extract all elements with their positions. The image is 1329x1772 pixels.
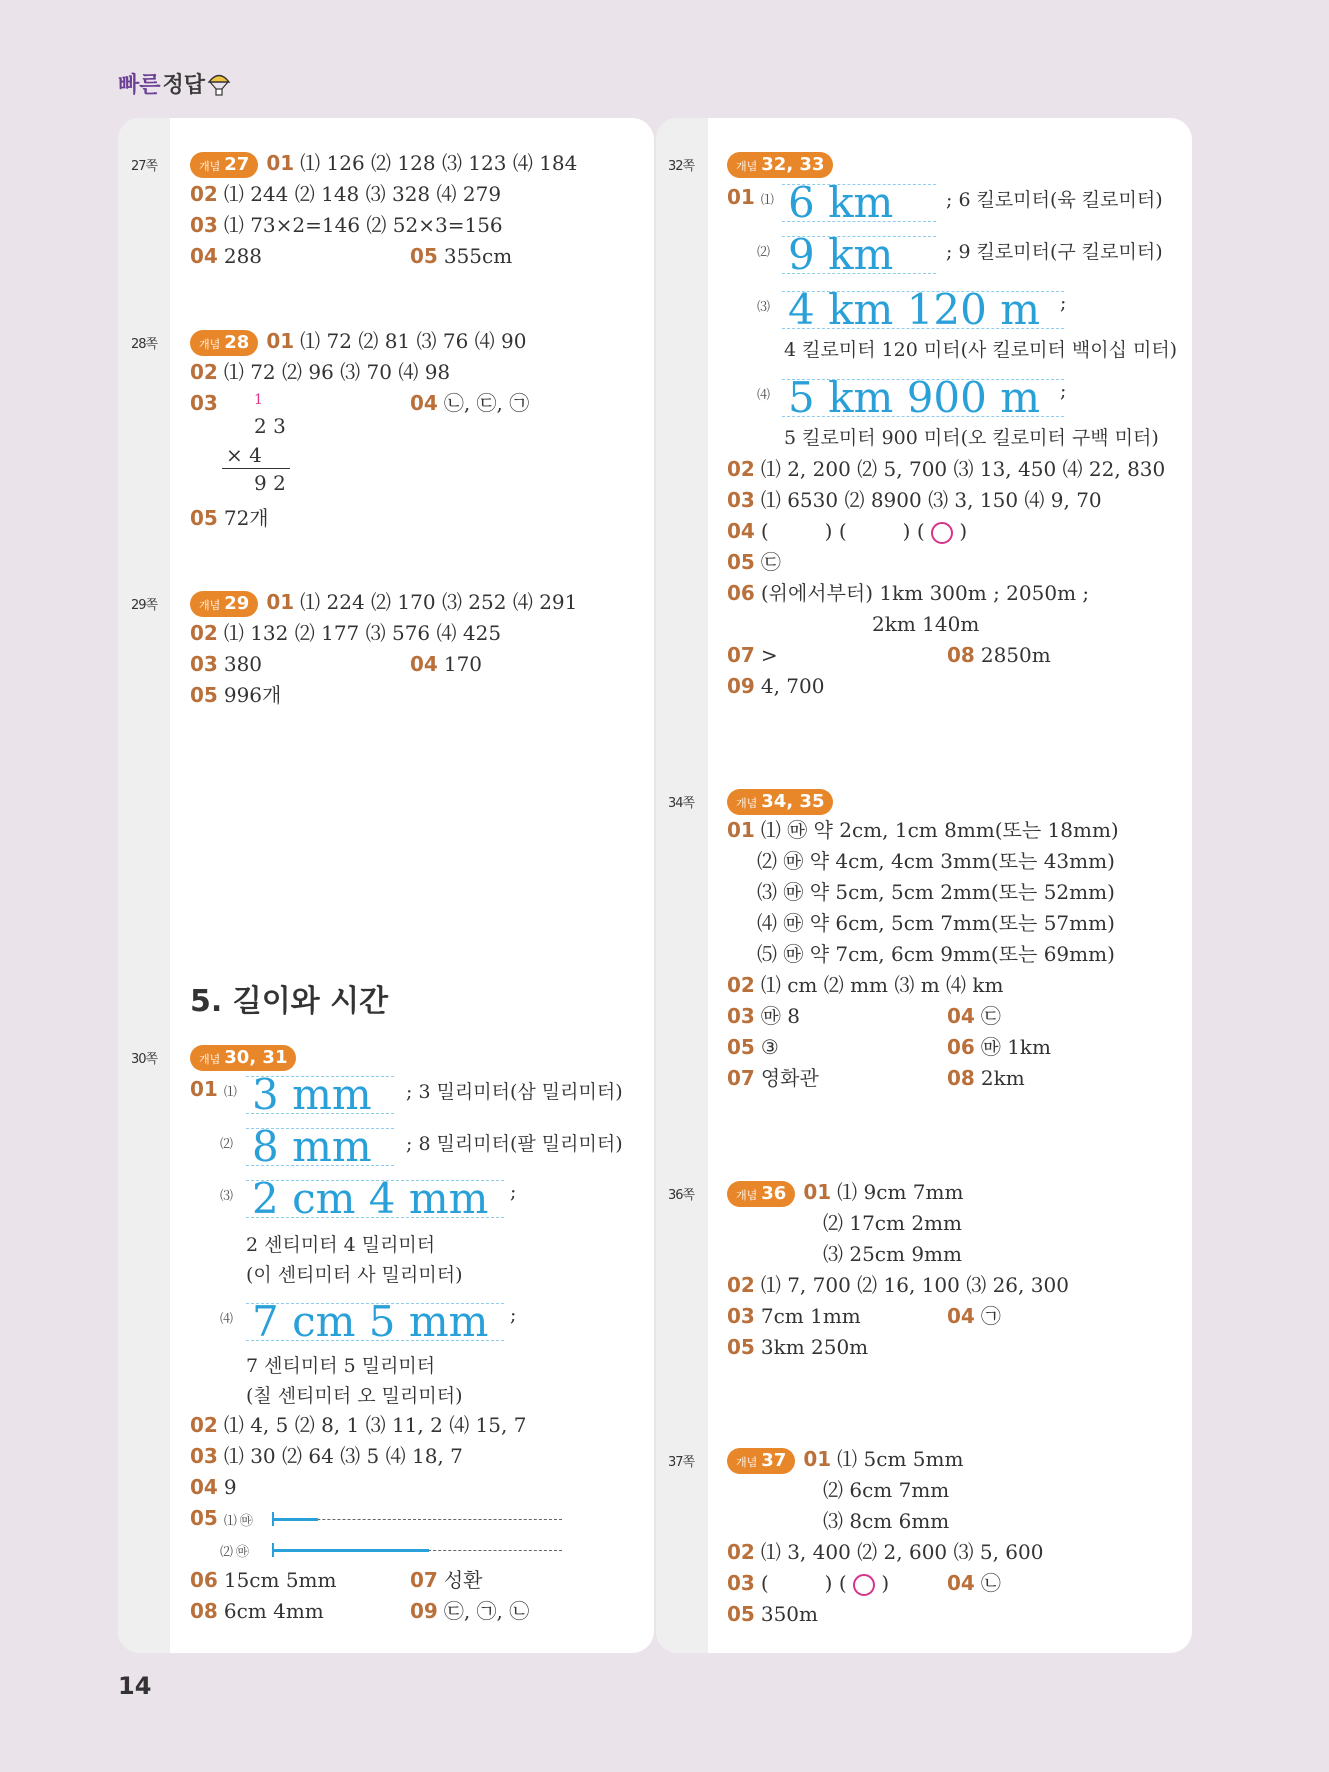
answer-29-04: 04 170 bbox=[410, 652, 483, 676]
answer-30-02: 02 ⑴ 4, 5 ⑵ 8, 1 ⑶ 11, 2 ⑷ 15, 7 bbox=[190, 1413, 527, 1437]
answer-32-01-4-reading: 5 킬로미터 900 미터(오 킬로미터 구백 미터) bbox=[784, 427, 1159, 449]
page-ref-29: 29쪽 bbox=[131, 598, 158, 613]
answer-30-03: 03 ⑴ 30 ⑵ 64 ⑶ 5 ⑷ 18, 7 bbox=[190, 1444, 463, 1468]
answer-30-01-3-reading-b: (이 센티미터 사 밀리미터) bbox=[246, 1264, 463, 1286]
answer-30-04: 04 9 bbox=[190, 1475, 237, 1499]
answer-30-01-4-value: 7 cm 5 mm bbox=[246, 1303, 504, 1341]
answer-30-01-2-reading: ; 8 밀리미터(팔 밀리미터) bbox=[406, 1133, 623, 1155]
semicolon-4r: ; bbox=[1060, 380, 1067, 402]
concept-badge-37: 개념 37 bbox=[727, 1448, 795, 1474]
sub-3: ⑶ bbox=[220, 1189, 234, 1204]
circle-mark bbox=[931, 522, 953, 544]
answer-34-01-3: ⑶ ㉲ 약 5cm, 5cm 2mm(또는 52mm) bbox=[757, 880, 1115, 904]
concept-badge-29: 개념 29 bbox=[190, 591, 258, 617]
answer-34-05: 05 ③ bbox=[727, 1035, 779, 1059]
page-ref-27: 27쪽 bbox=[131, 159, 158, 174]
answer-37-01-2: ⑵ 6cm 7mm bbox=[823, 1478, 950, 1502]
answer-29-02: 02 ⑴ 132 ⑵ 177 ⑶ 576 ⑷ 425 bbox=[190, 621, 502, 645]
answer-37-01-3: ⑶ 8cm 6mm bbox=[823, 1509, 950, 1533]
page-ref-36: 36쪽 bbox=[668, 1188, 695, 1203]
answer-30-05-2: ⑵ ㉲ bbox=[220, 1545, 250, 1560]
answer-32-07: 07 > bbox=[727, 643, 778, 667]
multiplication-result: 9 2 bbox=[254, 471, 286, 495]
circle-mark-37 bbox=[853, 1574, 875, 1596]
answer-30-01-3-value: 2 cm 4 mm bbox=[246, 1180, 504, 1218]
answer-32-01-1-reading: ; 6 킬로미터(육 킬로미터) bbox=[946, 189, 1163, 211]
page-number: 14 bbox=[118, 1672, 152, 1700]
answer-32-08: 08 2850m bbox=[947, 643, 1051, 667]
answer-37-05: 05 350m bbox=[727, 1602, 818, 1626]
answer-30-06: 06 15cm 5mm bbox=[190, 1568, 337, 1592]
answer-27-05: 05 355cm bbox=[410, 244, 513, 268]
answer-36-05: 05 3km 250m bbox=[727, 1335, 869, 1359]
answer-27-02: 02 ⑴ 244 ⑵ 148 ⑶ 328 ⑷ 279 bbox=[190, 182, 502, 206]
page-ref-37: 37쪽 bbox=[668, 1455, 695, 1470]
concept-badge-30: 개념 30, 31 bbox=[190, 1045, 296, 1071]
page-ref-28: 28쪽 bbox=[131, 337, 158, 352]
sub-3r: ⑶ bbox=[757, 300, 771, 315]
sub-4r: ⑷ bbox=[757, 388, 771, 403]
answer-37-03: 03 ( ) ( ) bbox=[727, 1571, 890, 1595]
answer-30-05: 05 ⑴ ㉲ bbox=[190, 1506, 253, 1530]
answer-34-08: 08 2km bbox=[947, 1066, 1025, 1090]
answer-36-01-1: 개념 36 01 ⑴ 9cm 7mm bbox=[727, 1178, 963, 1207]
answer-34-01-4: ⑷ ㉲ 약 6cm, 5cm 7mm(또는 57mm) bbox=[757, 911, 1115, 935]
semicolon-3r: ; bbox=[1060, 292, 1067, 314]
page-ref-30: 30쪽 bbox=[131, 1052, 158, 1067]
concept-badge-30-line bbox=[190, 1042, 304, 1071]
answer-32-01-3-value: 4 km 120 m bbox=[782, 291, 1064, 329]
concept-badge-27: 개념 27 bbox=[190, 152, 258, 178]
sub-4: ⑷ bbox=[220, 1312, 234, 1327]
answer-34-02: 02 ⑴ cm ⑵ mm ⑶ m ⑷ km bbox=[727, 973, 1004, 997]
answer-34-07: 07 영화관 bbox=[727, 1066, 819, 1090]
answer-30-01-1-value: 3 mm bbox=[246, 1076, 394, 1114]
answer-32-01-1-value: 6 km bbox=[782, 184, 936, 222]
answer-36-03: 03 7cm 1mm bbox=[727, 1304, 861, 1328]
answer-36-01-2: ⑵ 17cm 2mm bbox=[823, 1211, 962, 1235]
semicolon-3: ; bbox=[510, 1181, 517, 1203]
answer-27-01: 개념 27 01 ⑴ 126 ⑵ 128 ⑶ 123 ⑷ 184 bbox=[190, 149, 577, 178]
answer-30-01-3-reading-a: 2 센티미터 4 밀리미터 bbox=[246, 1234, 436, 1256]
answer-30-01-2-value: 8 mm bbox=[246, 1128, 394, 1166]
semicolon-4: ; bbox=[510, 1304, 517, 1326]
answer-29-05: 05 996개 bbox=[190, 683, 282, 707]
concept-badge-32-line bbox=[727, 149, 841, 178]
answer-34-06: 06 ㉲ 1km bbox=[947, 1035, 1052, 1059]
answer-28-01: 개념 28 01 ⑴ 72 ⑵ 81 ⑶ 76 ⑷ 90 bbox=[190, 327, 526, 356]
answer-28-03-label: 03 bbox=[190, 391, 218, 415]
answer-30-01-4-reading-b: (칠 센티미터 오 밀리미터) bbox=[246, 1385, 463, 1407]
answer-27-03: 03 ⑴ 73×2=146 ⑵ 52×3=156 bbox=[190, 213, 503, 237]
answer-32-01-3-reading: 4 킬로미터 120 미터(사 킬로미터 백이십 미터) bbox=[784, 339, 1178, 361]
answer-32-01-2-reading: ; 9 킬로미터(구 킬로미터) bbox=[946, 241, 1163, 263]
answer-28-04: 04 ㉡, ㉢, ㉠ bbox=[410, 391, 530, 415]
answer-36-01-3: ⑶ 25cm 9mm bbox=[823, 1242, 962, 1266]
answer-32-01: 01 ⑴ bbox=[727, 185, 774, 209]
answer-28-02: 02 ⑴ 72 ⑵ 96 ⑶ 70 ⑷ 98 bbox=[190, 360, 451, 384]
answer-34-01-2: ⑵ ㉲ 약 4cm, 4cm 3mm(또는 43mm) bbox=[757, 849, 1115, 873]
sub-2r: ⑵ bbox=[757, 245, 771, 260]
answer-29-01: 개념 29 01 ⑴ 224 ⑵ 170 ⑶ 252 ⑷ 291 bbox=[190, 588, 577, 617]
answer-30-07: 07 성환 bbox=[410, 1568, 483, 1592]
answer-27-04: 04 288 bbox=[190, 244, 263, 268]
concept-badge-28: 개념 28 bbox=[190, 330, 258, 356]
carry-digit: 1 bbox=[254, 392, 263, 408]
section-title: 5. 길이와 시간 bbox=[190, 984, 389, 1019]
answer-37-01-1: 개념 37 01 ⑴ 5cm 5mm bbox=[727, 1445, 963, 1474]
answer-29-03: 03 380 bbox=[190, 652, 263, 676]
answer-32-01-4-value: 5 km 900 m bbox=[782, 379, 1064, 417]
multiplication-row-1: 2 3 bbox=[254, 414, 286, 438]
answer-34-04: 04 ㉢ bbox=[947, 1004, 1001, 1028]
concept-badge-32: 개념 32, 33 bbox=[727, 152, 833, 178]
multiplication-row-2: × 4 bbox=[226, 443, 262, 467]
answer-34-03: 03 ㉲ 8 bbox=[727, 1004, 800, 1028]
answer-36-02: 02 ⑴ 7, 700 ⑵ 16, 100 ⑶ 26, 300 bbox=[727, 1273, 1069, 1297]
answer-32-01-2-value: 9 km bbox=[782, 236, 936, 274]
answer-32-05: 05 ㉢ bbox=[727, 550, 781, 574]
answer-32-04: 04 ( ) ( ) ( ) bbox=[727, 519, 968, 543]
answer-37-04: 04 ㉡ bbox=[947, 1571, 1001, 1595]
answer-30-09: 09 ㉢, ㉠, ㉡ bbox=[410, 1599, 530, 1623]
answer-32-06: 06 (위에서부터) 1km 300m ; 2050m ; bbox=[727, 581, 1090, 605]
header-title: 빠른 정답 bbox=[118, 68, 231, 99]
sub-2: ⑵ bbox=[220, 1137, 234, 1152]
answer-30-01: 01 ⑴ bbox=[190, 1077, 237, 1101]
ruler-line-1 bbox=[272, 1519, 562, 1520]
answer-32-06-b: 2km 140m bbox=[872, 612, 980, 636]
answer-30-01-1-reading: ; 3 밀리미터(삼 밀리미터) bbox=[406, 1081, 623, 1103]
answer-37-02: 02 ⑴ 3, 400 ⑵ 2, 600 ⑶ 5, 600 bbox=[727, 1540, 1044, 1564]
answer-30-08: 08 6cm 4mm bbox=[190, 1599, 324, 1623]
concept-badge-34: 개념 34, 35 bbox=[727, 789, 833, 815]
concept-badge-36: 개념 36 bbox=[727, 1181, 795, 1207]
page-ref-34: 34쪽 bbox=[668, 796, 695, 811]
ruler-line-2 bbox=[272, 1550, 562, 1551]
parachute-icon bbox=[207, 71, 231, 97]
answer-34-01-1: 01 ⑴ ㉲ 약 2cm, 1cm 8mm(또는 18mm) bbox=[727, 818, 1119, 842]
answer-36-04: 04 ㉠ bbox=[947, 1304, 1001, 1328]
answer-34-01-5: ⑸ ㉲ 약 7cm, 6cm 9mm(또는 69mm) bbox=[757, 942, 1115, 966]
answer-32-09: 09 4, 700 bbox=[727, 674, 825, 698]
answer-32-03: 03 ⑴ 6530 ⑵ 8900 ⑶ 3, 150 ⑷ 9, 70 bbox=[727, 488, 1102, 512]
answer-32-02: 02 ⑴ 2, 200 ⑵ 5, 700 ⑶ 13, 450 ⑷ 22, 830 bbox=[727, 457, 1166, 481]
answer-30-01-4-reading-a: 7 센티미터 5 밀리미터 bbox=[246, 1355, 436, 1377]
answer-28-05: 05 72개 bbox=[190, 506, 269, 530]
page-ref-32: 32쪽 bbox=[668, 159, 695, 174]
concept-badge-34-line bbox=[727, 786, 841, 815]
